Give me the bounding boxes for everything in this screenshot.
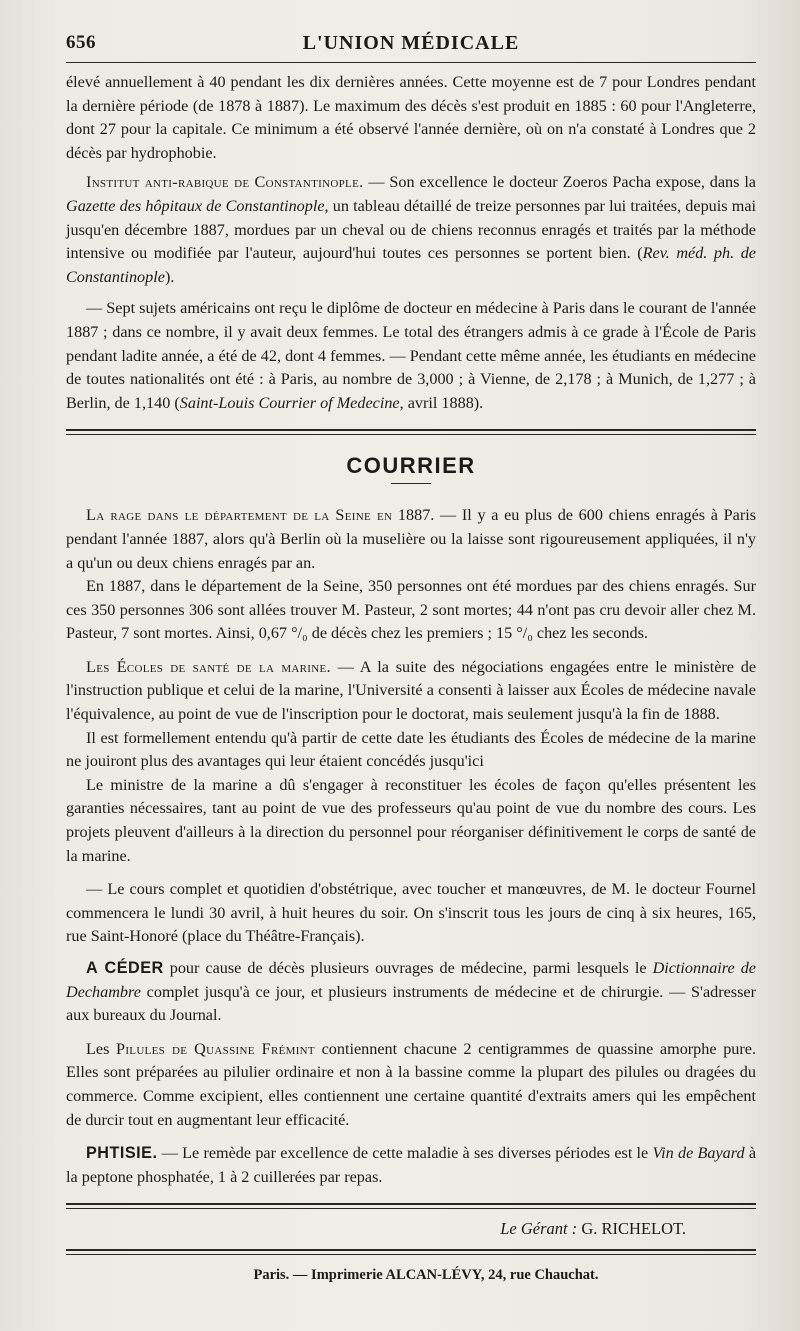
imprint-rule bbox=[66, 1249, 756, 1255]
footer-divider bbox=[66, 1203, 756, 1209]
section-title: COURRIER bbox=[346, 453, 476, 479]
paragraph-rage-seine: La rage dans le département de la Seine en 1887. — Il y a eu plus de 600 chiens enragés à Paris pendant l'année 1887, alors qu'à Berlin où la muselière ou la laisse sont rigoureusement appliquées, il n'y a qu'un ou deux chiens enragés par an. bbox=[66, 506, 757, 572]
header-rule bbox=[66, 62, 756, 63]
gerant-line bbox=[66, 1219, 756, 1239]
gerant-label: Le Gérant : bbox=[500, 1219, 578, 1239]
journal-title: L'UNION MÉDICALE bbox=[302, 32, 520, 54]
paragraph-lead: A CÉDER bbox=[86, 959, 164, 977]
paragraph-lead: Les Écoles de santé de la marine. bbox=[86, 657, 331, 676]
paragraph-lead: Institut anti-rabique de Constantinople. bbox=[86, 173, 364, 192]
paragraph-ecoles-marine: Les Écoles de santé de la marine. — A la suite des négociations engagées entre le ministère de l'instruction publique et celui de la marine, l'Université a consenti à laisser aux Écoles de médecine navale l'équivalence, au point de vue de l'inscription pour le doctorat, mais seulement jusqu'à la fin de 1888. bbox=[66, 657, 757, 724]
paragraph-pasteur-stats: En 1887, dans le département de la Seine, 350 personnes ont été mordues par des chiens enragés. Sur ces 350 personnes 306 sont allées trouver M. Pasteur, 2 sont mortes; 44 n'ont pas cru devoir aller chez M. Pasteur, 7 sont mortes. Ainsi, 0,67 °/₀ de décès chez les premiers ; 15 °/₀ chez les seconds. bbox=[66, 577, 756, 643]
gerant-name: G. RICHELOT. bbox=[577, 1219, 686, 1239]
paragraph-ecoles-marine-2: Il est formellement entendu qu'à partir de cette date les étudiants des Écoles de médecine de la marine ne jouiront plus des avantages qui leur étaient concédés jusqu'ici bbox=[66, 728, 756, 771]
printer-imprint: Paris. — Imprimerie ALCAN-LÉVY, 24, rue Chauchat. bbox=[253, 1267, 599, 1284]
page-content bbox=[66, 24, 756, 1284]
paragraph-phtisie: PHTISIE. — Le remède par excellence de cette maladie à ses diverses périodes est le Vin de Bayard à la peptone phosphatée, 1 à 2 cuillerées par repas. bbox=[66, 1144, 757, 1186]
paragraph-a-ceder: A CÉDER pour cause de décès plusieurs ouvrages de médecine, parmi lesquels le Dictionnaire de Dechambre complet jusqu'à ce jour, et plusieurs instruments de médecine et de chirurgie. — S'adresser aux bureaux du Journal. bbox=[66, 959, 756, 1025]
paragraph-constantinople: Institut anti-rabique de Constantinople. — Son excellence le docteur Zoeros Pacha expose, dans la Gazette des hôpitaux de Constantinople, un tableau détaillé de treize personnes par lui traitées, depuis mai jusqu'en décembre 1887, mordues par un cheval ou de chiens reconnus enragés et traités par la méthode intensive ou modifiée par l'auteur, aujourd'hui toutes ces personnes se portent bien. (Rev. méd. ph. de Constantinople). bbox=[66, 173, 756, 286]
paragraph-lead: La rage dans le département de la Seine en bbox=[86, 506, 393, 525]
paragraph-american-students: — Sept sujets américains ont reçu le diplôme de docteur en médecine à Paris dans le courant de l'année 1887 ; dans ce nombre, il y avait deux femmes. Le total des étrangers admis à ce grade à l'École de Paris pendant ladite année, a été de 42, dont 4 femmes. — Pendant cette même année, les étudiants en médecine de toutes nationalités ont été : à Paris, au nombre de 3,000 ; à Vienne, de 2,178 ; à Munich, de 1,277 ; à Berlin, de 1,140 (Saint-Louis Courrier of Medecine, avril 1888). bbox=[66, 299, 756, 412]
page-number: 656 bbox=[66, 32, 96, 53]
paragraph-cours-obstetrique: — Le cours complet et quotidien d'obstétrique, avec toucher et manœuvres, de M. le docteur Fournel commencera le lundi 30 avril, à huit heures du soir. On s'inscrit tous les jours de cinq à six heures, 165, rue Saint-Honoré (place du Théâtre-Français). bbox=[66, 880, 756, 946]
title-underline bbox=[391, 483, 431, 484]
paragraph-lead: Pilules de Quassine Frémint bbox=[116, 1039, 315, 1058]
running-header bbox=[66, 24, 756, 62]
paragraph-pilules: Les Pilules de Quassine Frémint contiennent chacune 2 centigrammes de quassine amorphe pure. Elles sont préparées au pilulier ordinaire et non à la bassine comme la plupart des pilules ou dragées du commerce. Comme excipient, elles contiennent une certaine quantité d'extraits amers qui les empêchent de durcir tout en augmentant leur efficacité. bbox=[66, 1039, 757, 1129]
paragraph-hydrophobia-london: élevé annuellement à 40 pendant les dix dernières années. Cette moyenne est de 7 pour Londres pendant la dernière période (de 1878 à 1887). Le maximum des décès s'est produit en 1885 : 60 pour l'Angleterre, dont 27 pour la capitale. Ce minimum a été observé l'année dernière, où on n'a constaté à Londres que 2 décès par hydrophobie. bbox=[66, 73, 756, 162]
paragraph-lead: PHTISIE. bbox=[86, 1144, 158, 1163]
section-divider bbox=[66, 429, 756, 435]
paragraph-ecoles-marine-3: Le ministre de la marine a dû s'engager à reconstituer les écoles de façon qu'elles présentent les garanties nécessaires, tant au point de vue des professeurs qu'au point de vue du nombre des cours. Les projets pleuvent d'ailleurs à la direction du personnel pour réorganiser définitivement le corps de santé de la marine. bbox=[66, 775, 756, 865]
